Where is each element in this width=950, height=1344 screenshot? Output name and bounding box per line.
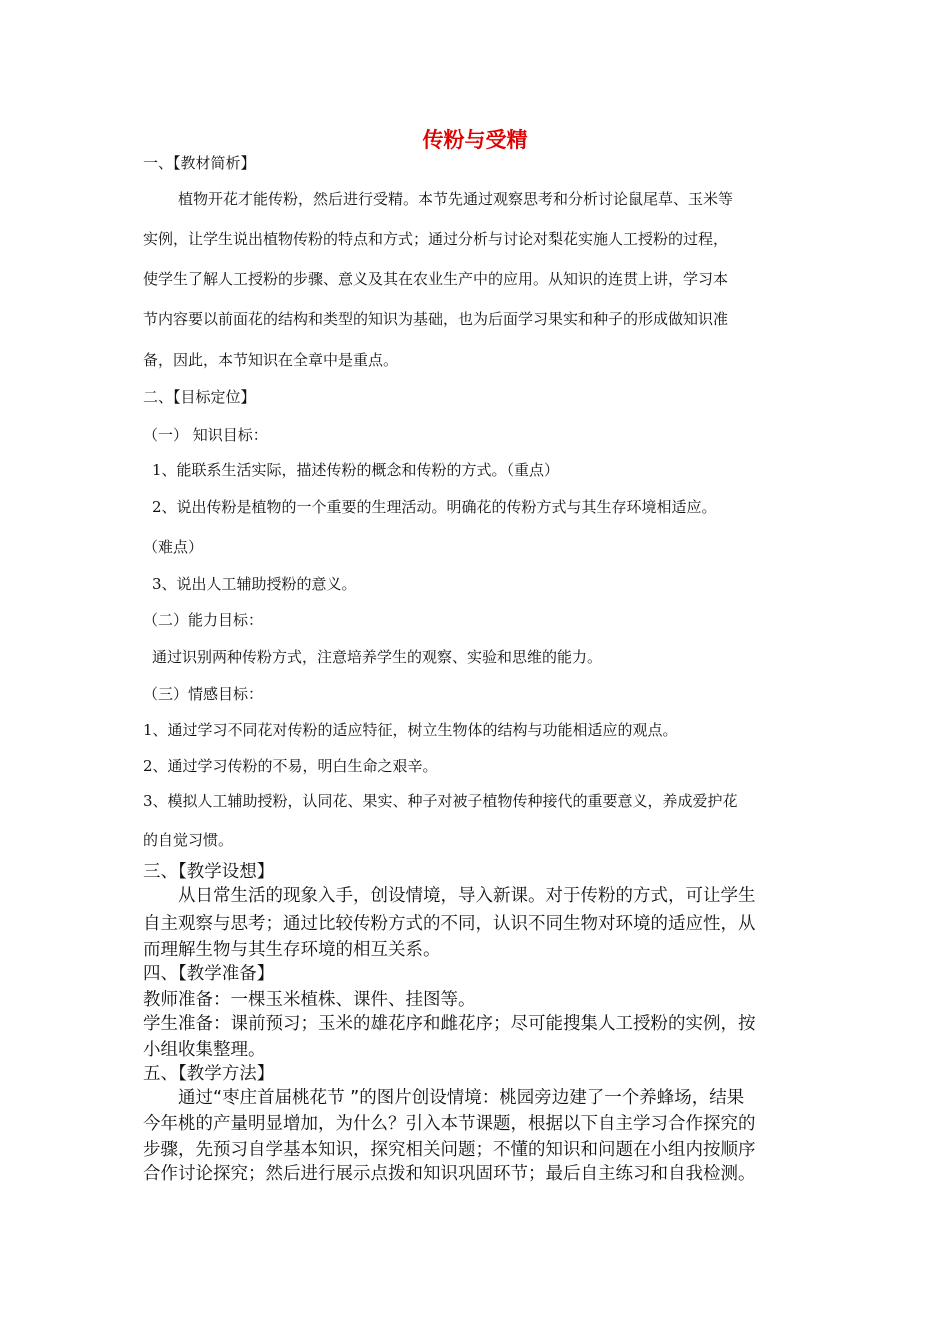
paragraph-line: 合作讨论探究；然后进行展示点拨和知识巩固环节；最后自主练习和自我检测。 bbox=[143, 1164, 756, 1184]
section-heading-analysis: 一、【教材简析】 bbox=[143, 154, 256, 172]
paragraph-line: 实例，让学生说出植物传粉的特点和方式；通过分析与讨论对梨花实施人工授粉的过程， bbox=[143, 230, 729, 248]
goal-item-note: （难点） bbox=[143, 538, 204, 556]
paragraph-line: 自主观察与思考；通过比较传粉方式的不同，认识不同生物对环境的适应性，从 bbox=[143, 914, 756, 934]
paragraph-line: 学生准备：课前预习；玉米的雄花序和雌花序；尽可能搜集人工授粉的实例，按 bbox=[143, 1014, 756, 1034]
subheading-emotion: （三）情感目标： bbox=[143, 685, 264, 703]
page-title: 传粉与受精 bbox=[422, 128, 528, 152]
section-heading-goals: 二、【目标定位】 bbox=[143, 388, 256, 406]
section-heading-design: 三、【教学设想】 bbox=[143, 862, 275, 882]
paragraph-line: 从日常生活的现象入手，创设情境，导入新课。对于传粉的方式，可让学生 bbox=[178, 886, 756, 906]
paragraph-line: 教师准备：一棵玉米植株、课件、挂图等。 bbox=[143, 990, 476, 1010]
paragraph-line: 小组收集整理。 bbox=[143, 1040, 266, 1060]
paragraph-line: 步骤，先预习自学基本知识，探究相关问题；不懂的知识和问题在小组内按顺序 bbox=[143, 1140, 756, 1160]
paragraph-line: 植物开花才能传粉，然后进行受精。本节先通过观察思考和分析讨论鼠尾草、玉米等 bbox=[178, 190, 734, 208]
paragraph-line: 备，因此，本节知识在全章中是重点。 bbox=[143, 351, 399, 369]
subheading-ability: （二）能力目标： bbox=[143, 611, 264, 629]
paragraph-line: 使学生了解人工授粉的步骤、意义及其在农业生产中的应用。从知识的连贯上讲，学习本 bbox=[143, 270, 729, 288]
goal-item: 1、通过学习不同花对传粉的适应特征，树立生物体的结构与功能相适应的观点。 bbox=[143, 721, 678, 739]
section-heading-preparation: 四、【教学准备】 bbox=[143, 964, 275, 984]
paragraph-line: 今年桃的产量明显增加，为什么？引入本节课题，根据以下自主学习合作探究的 bbox=[143, 1114, 756, 1134]
goal-item: 3、模拟人工辅助授粉，认同花、果实、种子对被子植物传种接代的重要意义，养成爱护花 bbox=[143, 792, 738, 810]
paragraph-line: 节内容要以前面花的结构和类型的知识为基础，也为后面学习果实和种子的形成做知识准 bbox=[143, 310, 729, 328]
section-heading-method: 五、【教学方法】 bbox=[143, 1064, 275, 1084]
goal-item: 2、通过学习传粉的不易，明白生命之艰辛。 bbox=[143, 757, 438, 775]
goal-item: 2、说出传粉是植物的一个重要的生理活动。明确花的传粉方式与其生存环境相适应。 bbox=[152, 498, 717, 516]
goal-item: 3、说出人工辅助授粉的意义。 bbox=[152, 575, 357, 593]
goal-item: 的自觉习惯。 bbox=[143, 831, 234, 849]
paragraph-line: 通过“枣庄首届桃花节 ”的图片创设情境：桃园旁边建了一个养蜂场，结果 bbox=[178, 1088, 745, 1108]
goal-item: 通过识别两种传粉方式，注意培养学生的观察、实验和思维的能力。 bbox=[152, 648, 603, 666]
paragraph-line: 而理解生物与其生存环境的相互关系。 bbox=[143, 940, 441, 960]
subheading-knowledge: （一） 知识目标： bbox=[143, 426, 268, 444]
goal-item: 1、能联系生活实际，描述传粉的概念和传粉的方式。（重点） bbox=[152, 461, 560, 479]
